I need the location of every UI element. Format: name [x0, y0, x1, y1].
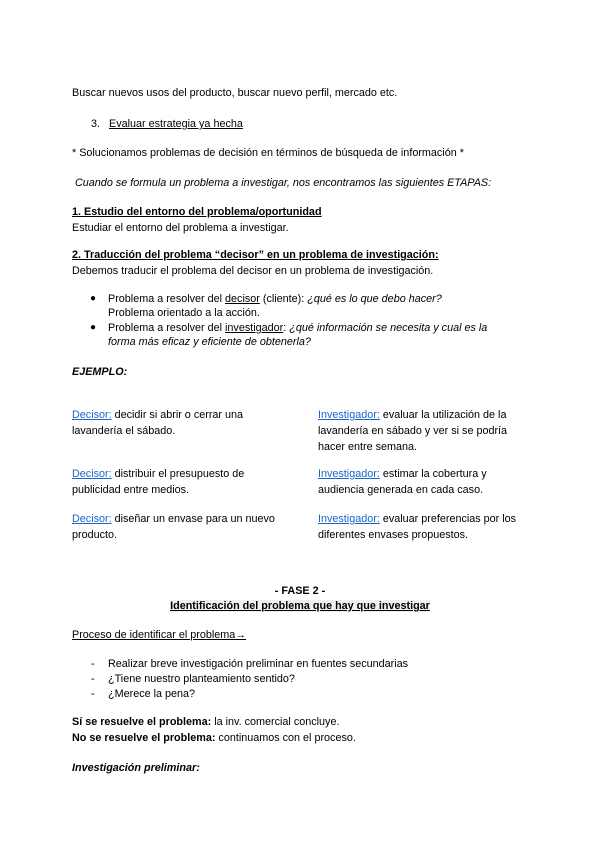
step-3 [91, 118, 243, 130]
example-3-decisor: Decisor: diseñar un envase para un nuevo producto. [72, 513, 275, 541]
decision-note: * Solucionamos problemas de decisión en términos de búsqueda de información * [72, 147, 464, 159]
intro-line: Buscar nuevos usos del producto, buscar nuevo perfil, mercado etc. [72, 87, 398, 99]
section-2-heading: 2. Traducción del problema “decisor” en un problema de investigación: [72, 249, 439, 261]
fase-label: - FASE 2 - [274, 585, 326, 597]
step-3-text: Evaluar estrategia ya hecha [109, 118, 243, 130]
investigador-link[interactable]: Investigador: [318, 513, 380, 525]
step-3-number: 3. [91, 118, 101, 130]
bullet-investigador: Problema a resolver del investigador: ¿qué información se necesita y cual es la [108, 322, 488, 334]
decisor-link[interactable]: Decisor: [72, 468, 112, 480]
example-2-decisor: Decisor: distribuir el presupuesto de publicidad entre medios. [72, 468, 245, 496]
bullet-decisor: Problema a resolver del decisor (cliente): ¿qué es lo que debo hacer? [108, 293, 442, 305]
example-3-investigador: Investigador: evaluar preferencias por los diferentes envases propuestos. [318, 513, 517, 541]
example-1-decisor: Decisor: decidir si abrir o cerrar una lavandería el sábado. [72, 409, 244, 437]
example-1-investigador: Investigador: evaluar la utilización de la lavandería en sábado y ver si se podría hacer entre semana. [318, 409, 508, 453]
section-2-body: Debemos traducir el problema del decisor en un problema de investigación. [72, 265, 434, 277]
example-heading: EJEMPLO: [72, 366, 128, 378]
example-2-investigador: Investigador: estimar la cobertura y audiencia generada en cada caso. [318, 468, 487, 496]
decisor-link[interactable]: Decisor: [72, 409, 112, 421]
outcome-yes: Sí se resuelve el problema: la inv. comercial concluye. [72, 716, 340, 728]
term-investigador: investigador [225, 322, 284, 334]
process-item: ¿Tiene nuestro planteamiento sentido? [108, 673, 295, 685]
investigador-link[interactable]: Investigador: [318, 468, 380, 480]
bullet-dot: ● [90, 322, 97, 333]
bullet-decisor-line2: Problema orientado a la acción. [108, 307, 260, 319]
dash: - [91, 673, 95, 685]
decisor-question: ¿qué es lo que debo hacer? [307, 293, 442, 305]
term-decisor: decisor [225, 293, 260, 305]
investigador-link[interactable]: Investigador: [318, 409, 380, 421]
process-item: Realizar breve investigación preliminar en fuentes secundarias [108, 658, 409, 670]
process-item: ¿Merece la pena? [108, 688, 196, 700]
investigador-question: ¿qué información se necesita y cual es la [289, 322, 488, 334]
etapas-intro: Cuando se formula un problema a investigar, nos encontramos las siguientes ETAPAS: [75, 177, 492, 189]
fase-title: Identificación del problema que hay que investigar [170, 600, 430, 612]
dash: - [91, 688, 95, 700]
fase-title-wrap [0, 600, 600, 612]
process-heading: Proceso de identificar el problema→ [72, 629, 247, 641]
section-1-heading: 1. Estudio del entorno del problema/oportunidad [72, 206, 322, 218]
prelim-heading: Investigación preliminar: [72, 762, 200, 774]
dash: - [91, 658, 95, 670]
section-1-body: Estudiar el entorno del problema a investigar. [72, 222, 289, 234]
decisor-link[interactable]: Decisor: [72, 513, 112, 525]
outcome-no: No se resuelve el problema: continuamos con el proceso. [72, 732, 356, 744]
bullet-investigador-line2: forma más eficaz y eficiente de obtenerla? [108, 336, 311, 348]
bullet-dot: ● [90, 293, 97, 304]
